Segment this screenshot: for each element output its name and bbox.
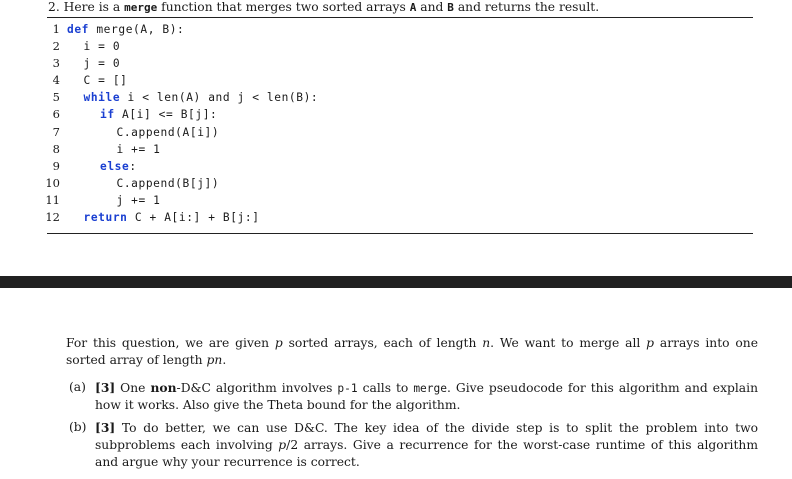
code-text — [100, 158, 137, 175]
code-body: merge(A, B): — [89, 23, 185, 36]
part-b-label: (b) — [69, 420, 87, 434]
code-body: i < len(A) and j < len(B): — [120, 91, 319, 105]
line-number: 8 — [52, 141, 60, 156]
inline-code-p-minus-1: p-1 — [337, 382, 358, 395]
line-number: 2 — [52, 39, 60, 54]
code-text — [67, 21, 184, 38]
inline-code-merge: merge — [124, 1, 158, 14]
code-body: i = 0 — [83, 40, 121, 54]
page-separator-band — [0, 276, 792, 288]
line-number: 3 — [52, 56, 60, 71]
line-number: 5 — [52, 90, 60, 105]
code-text — [100, 106, 217, 123]
code-body: C = [] — [83, 74, 128, 88]
code-bottom-rule — [47, 233, 753, 234]
line-number: 4 — [52, 73, 60, 88]
line-number: 7 — [52, 124, 60, 139]
code-text — [84, 72, 128, 89]
code-keyword: while — [83, 91, 121, 105]
code-keyword: def — [67, 23, 90, 36]
code-top-rule — [47, 17, 753, 18]
code-text — [117, 175, 220, 192]
line-number: 10 — [45, 175, 60, 190]
part-a-label: (a) — [69, 380, 86, 394]
code-keyword: return — [83, 211, 128, 225]
line-number: 1 — [52, 22, 60, 36]
code-text — [117, 141, 161, 158]
code-text — [84, 209, 260, 226]
code-body: C.append(A[i]) — [116, 125, 220, 139]
code-body: : — [129, 159, 137, 173]
line-number: 12 — [45, 210, 60, 225]
code-text — [117, 192, 161, 209]
inline-code-b: B — [447, 1, 454, 14]
part-b-body: [3] To do better, we can use D&C. The key idea of the divide step is to split the problem into two subproblems each involving p/2 arrays. Give a recurrence for the worst-case runtime of this algorithm and argue why your recurrence is correct. — [95, 420, 758, 469]
part-b — [66, 419, 758, 471]
part-b-points: [3] — [95, 420, 116, 435]
line-number: 11 — [45, 192, 60, 207]
code-text — [84, 55, 121, 72]
part-a — [66, 379, 758, 414]
code-body: C + A[i:] + B[j:] — [127, 211, 260, 225]
code-text — [84, 38, 121, 55]
question-text: For this question, we are given p sorted arrays, each of length n. We want to merge all p arrays into one sorted array of length pn. — [66, 336, 758, 367]
part-a-body: [3] One non-D&C algorithm involves p-1 calls to merge. Give pseudocode for this algorithm and explain how it works. Also give the Theta bound for the algorithm. — [95, 380, 758, 412]
code-keyword: if — [100, 108, 115, 122]
code-body: i += 1 — [116, 142, 161, 156]
code-text — [117, 124, 220, 141]
code-keyword: else — [100, 159, 130, 173]
code-body: A[i] <= B[j]: — [114, 108, 218, 122]
code-text — [84, 89, 319, 106]
inline-code-merge-call: merge — [413, 382, 447, 395]
part-a-points: [3] — [95, 380, 116, 395]
line-number: 6 — [52, 107, 60, 122]
code-body: j += 1 — [116, 193, 161, 207]
line-number: 9 — [52, 158, 60, 173]
inline-code-a: A — [409, 1, 417, 14]
code-body: C.append(B[j]) — [116, 176, 220, 190]
question-2-intro: 2. Here is a merge function that merges two sorted arrays A and B and returns the result. — [48, 0, 600, 14]
code-body: j = 0 — [83, 57, 121, 71]
